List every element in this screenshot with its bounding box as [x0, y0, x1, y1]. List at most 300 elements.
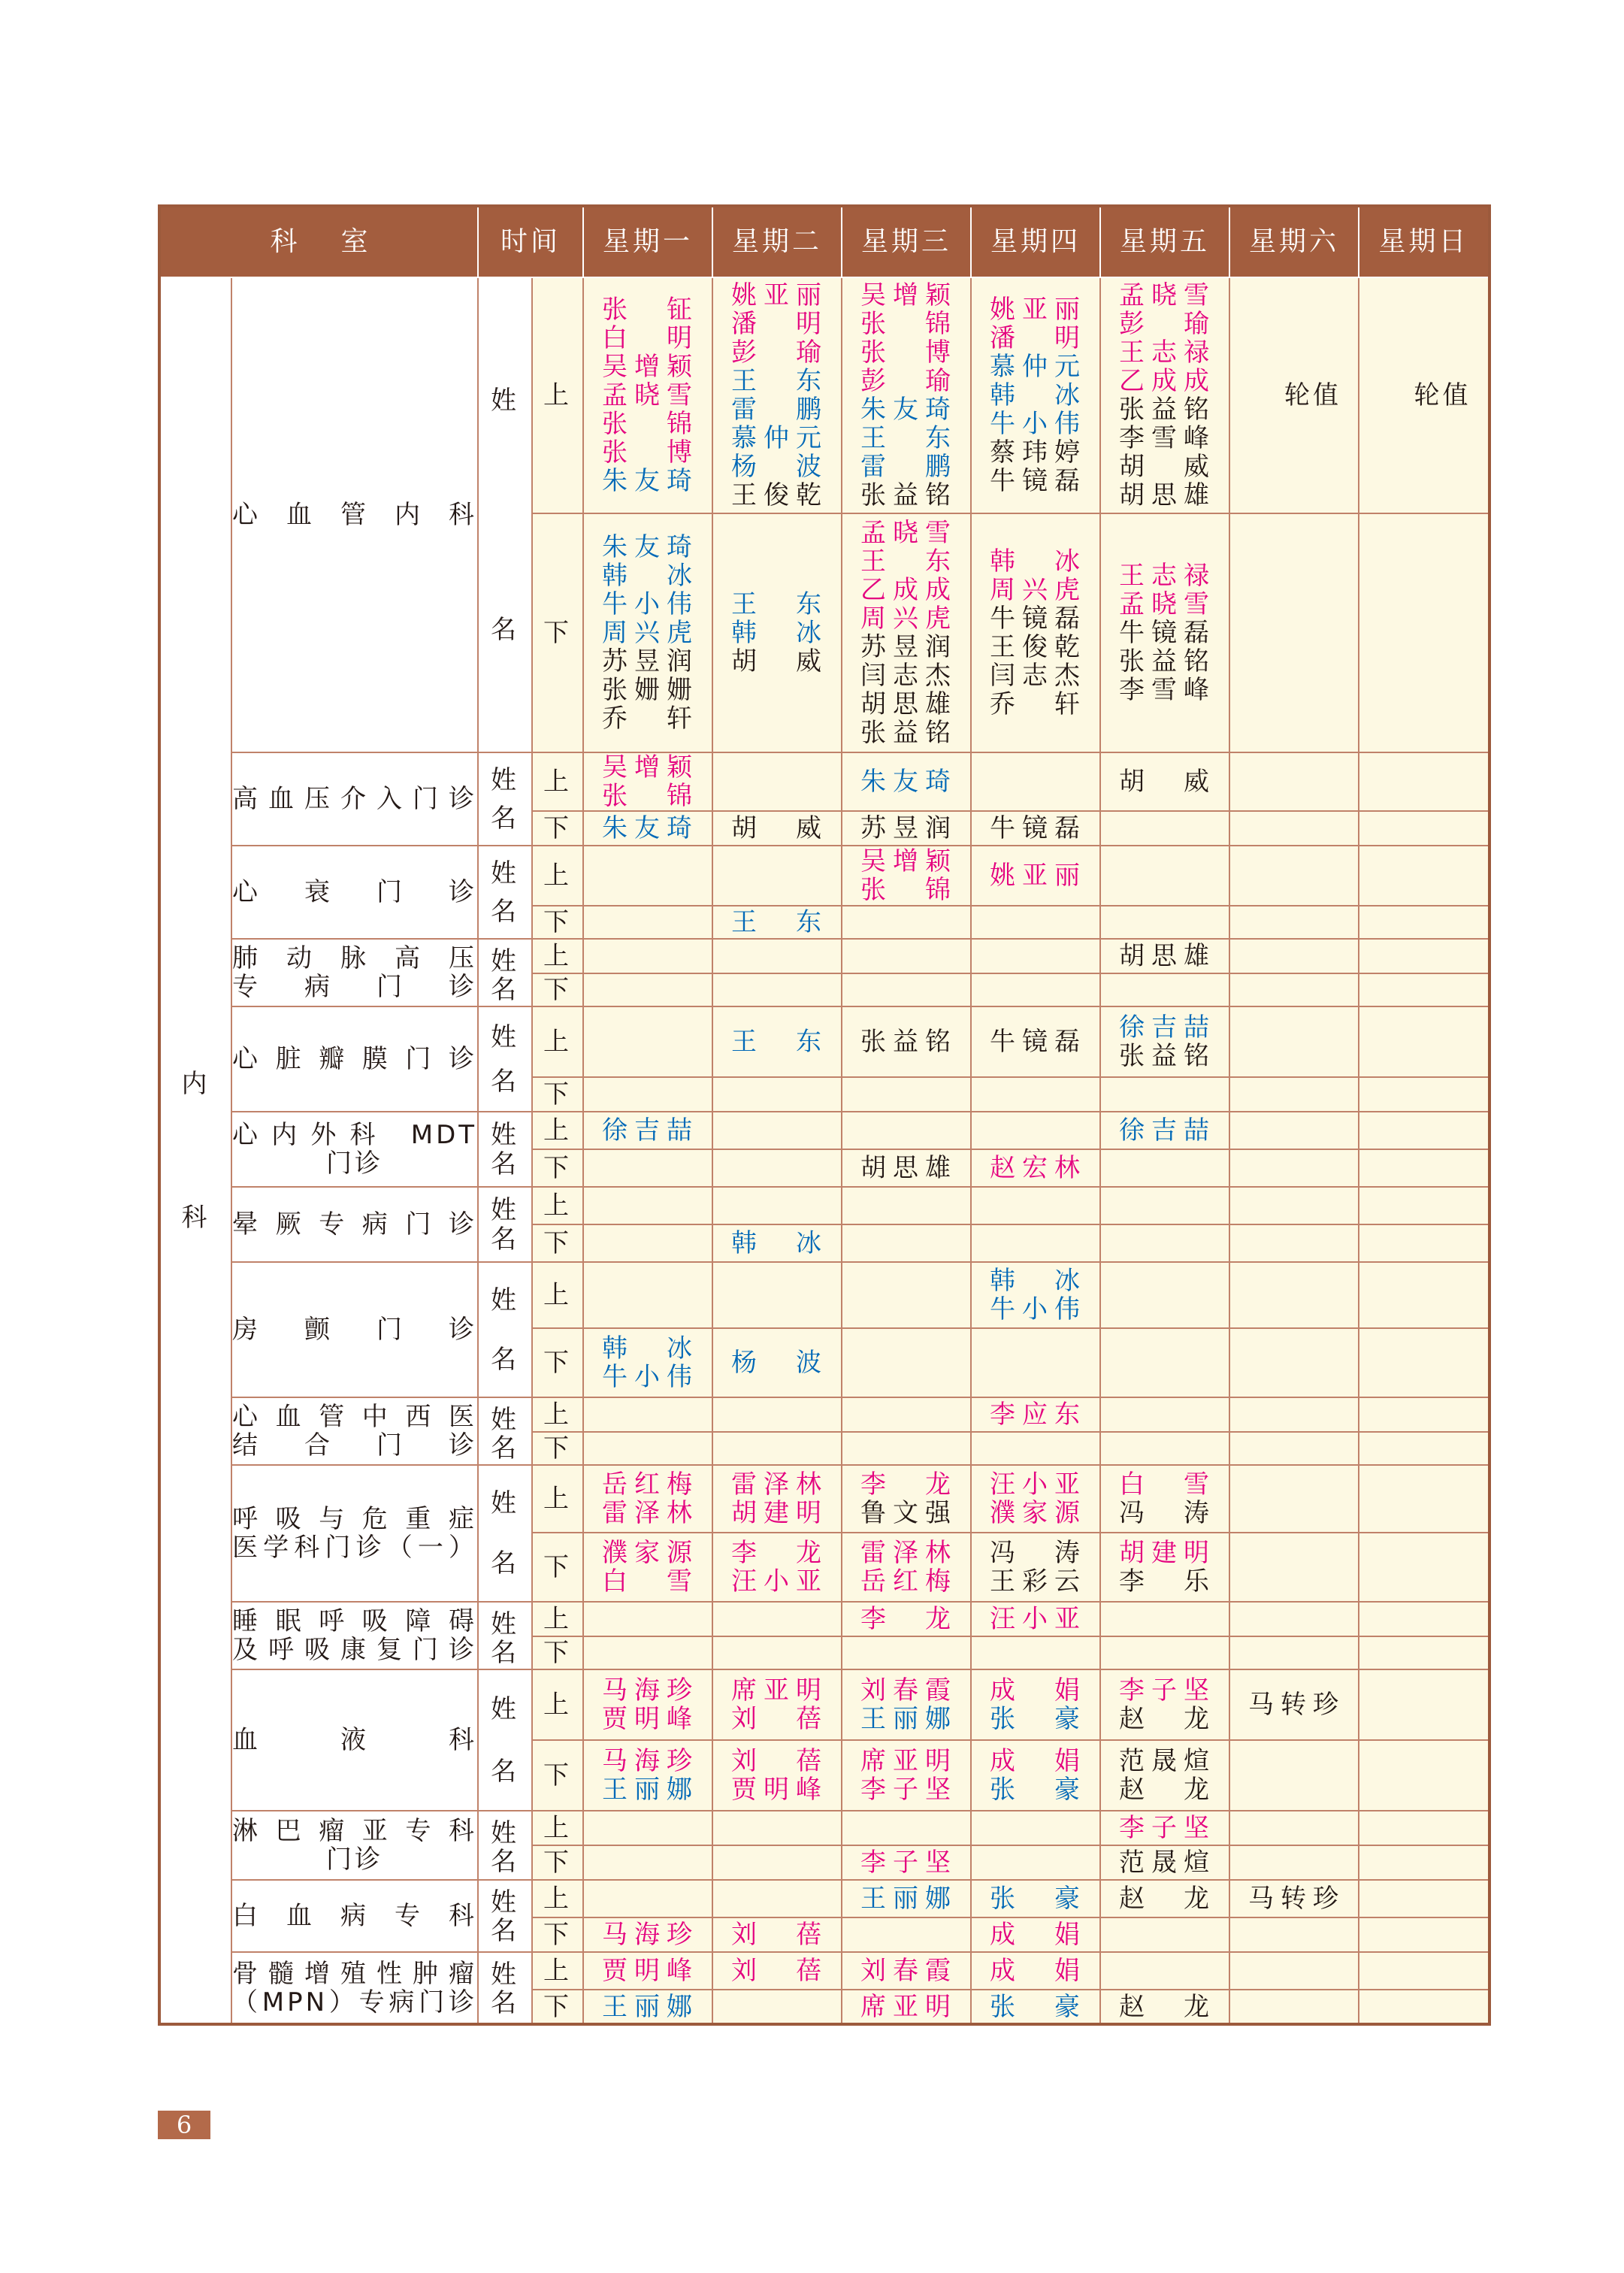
clinic-name-line: 专病门诊	[232, 972, 478, 1002]
doctor-name: 胡思雄	[860, 1153, 953, 1183]
doctor-name: 王俊乾	[731, 480, 824, 510]
schedule-cell	[1229, 1636, 1359, 1669]
doctor-name: 鲁文强	[860, 1498, 953, 1528]
doctor-list	[972, 1539, 1099, 1596]
schedule-cell	[583, 1845, 712, 1880]
schedule-cell	[842, 1636, 971, 1669]
schedule-cell	[1229, 1811, 1359, 1845]
doctor-list	[842, 1539, 970, 1596]
schedule-cell	[842, 1952, 971, 1990]
name-label-cell	[478, 1669, 532, 1811]
name-label	[479, 761, 531, 837]
name-label-cell	[478, 1952, 532, 2024]
schedule-cell	[583, 973, 712, 1006]
time-am: 上	[532, 1669, 583, 1740]
clinic-name-line: 心血管内科	[232, 500, 478, 530]
clinic-name	[231, 277, 478, 752]
schedule-cell	[1359, 906, 1489, 939]
schedule-cell	[1359, 1533, 1489, 1602]
clinic-row-am	[159, 1669, 1489, 1740]
schedule-cell	[1359, 1328, 1489, 1397]
doctor-list	[584, 1676, 712, 1733]
doctor-name: 王东	[731, 589, 824, 619]
doctor-list	[972, 1470, 1099, 1527]
time-pm: 下	[532, 1328, 583, 1397]
schedule-cell	[971, 1917, 1100, 1952]
time-pm: 下	[532, 1990, 583, 2024]
doctor-name: 张锦	[860, 309, 953, 339]
schedule-cell	[1229, 1432, 1359, 1465]
doctor-name: 王东	[731, 907, 824, 937]
doctor-name: 王彩云	[990, 1566, 1082, 1597]
schedule-cell	[1100, 1917, 1229, 1952]
doctor-name: 王东	[860, 546, 953, 577]
schedule-cell	[1229, 973, 1359, 1006]
header-day-fri: 星期五	[1100, 206, 1229, 277]
schedule-cell	[971, 1262, 1100, 1328]
doctor-name: 张豪	[990, 1704, 1082, 1734]
schedule-cell	[971, 1740, 1100, 1811]
schedule-cell	[971, 1636, 1100, 1669]
name-label-cell	[478, 1112, 532, 1187]
doctor-name: 苏昱润	[860, 632, 953, 662]
schedule-cell	[1100, 1669, 1229, 1740]
name-label-cell	[478, 1187, 532, 1262]
schedule-cell	[971, 1077, 1100, 1112]
schedule-cell	[583, 1636, 712, 1669]
time-pm: 下	[532, 1636, 583, 1669]
schedule-cell	[971, 1465, 1100, 1533]
doctor-name: 牛镜磊	[990, 813, 1082, 843]
name-label-char: 姓	[491, 1887, 520, 1917]
schedule-cell	[712, 939, 842, 973]
doctor-name: 张益铭	[860, 1027, 953, 1057]
clinic-row-am	[159, 1811, 1489, 1845]
doctor-name: 席亚明	[860, 1991, 953, 2022]
doctor-list	[842, 1676, 970, 1733]
schedule-cell	[1100, 846, 1229, 906]
doctor-list	[1101, 942, 1229, 970]
doctor-name: 闫志杰	[860, 661, 953, 691]
doctor-list	[713, 1470, 841, 1527]
schedule-cell	[842, 513, 971, 752]
name-label-char: 姓	[491, 1488, 520, 1518]
doctor-name: 李乐	[1119, 1566, 1211, 1597]
name-label-char: 名	[491, 1988, 520, 2018]
schedule-cell	[1359, 1432, 1489, 1465]
schedule-cell	[971, 752, 1100, 811]
schedule-cell	[1359, 1740, 1489, 1811]
schedule-cell	[842, 1262, 971, 1328]
name-label-char: 姓	[491, 946, 520, 976]
doctor-list	[1101, 1747, 1229, 1804]
schedule-cell	[583, 1811, 712, 1845]
schedule-cell	[1359, 1149, 1489, 1187]
doctor-name: 白雪	[602, 1566, 694, 1597]
schedule-cell	[1100, 1224, 1229, 1262]
schedule-cell	[583, 1432, 712, 1465]
schedule-cell	[1100, 513, 1229, 752]
schedule-cell	[712, 1811, 842, 1845]
time-am: 上	[532, 752, 583, 811]
schedule-cell	[1100, 1187, 1229, 1224]
doctor-name: 席亚明	[860, 1746, 953, 1776]
doctor-name: 汪小亚	[990, 1469, 1082, 1500]
doctor-name: 韩冰	[990, 380, 1082, 410]
doctor-name: 汪小亚	[731, 1566, 824, 1597]
schedule-cell	[1229, 752, 1359, 811]
doctor-name: 冯涛	[1119, 1498, 1211, 1528]
doctor-name: 赵龙	[1119, 1704, 1211, 1734]
clinic-name-line: 及呼吸康复门诊	[232, 1635, 478, 1665]
doctor-name: 张博	[602, 437, 694, 468]
doctor-name: 朱友琦	[860, 767, 953, 797]
schedule-cell	[971, 1669, 1100, 1740]
name-label	[479, 1888, 531, 1944]
doctor-name: 周兴虎	[860, 604, 953, 634]
doctor-name: 赵宏林	[990, 1153, 1082, 1183]
schedule-cell	[1229, 1224, 1359, 1262]
clinic-row-am	[159, 1187, 1489, 1224]
doctor-name: 张锦	[860, 875, 953, 905]
doctor-name: 胡威	[731, 813, 824, 843]
clinic-row-am	[159, 1952, 1489, 1990]
doctor-name: 乙成成	[860, 575, 953, 605]
doctor-list	[1230, 1690, 1358, 1719]
clinic-name-line: 淋巴瘤亚专科	[232, 1816, 478, 1846]
schedule-cell	[712, 1990, 842, 2024]
doctor-name: 濮家源	[990, 1498, 1082, 1528]
doctor-list	[972, 1267, 1099, 1324]
schedule-cell	[842, 1112, 971, 1149]
doctor-name: 马海珍	[602, 1746, 694, 1776]
rotation-cell: 轮值	[1229, 277, 1359, 513]
schedule-cell	[1359, 1917, 1489, 1952]
name-label-char: 姓	[491, 1119, 520, 1150]
schedule-cell	[842, 1740, 971, 1811]
doctor-list	[713, 1747, 841, 1804]
doctor-name: 张益铭	[860, 480, 953, 510]
schedule-cell	[712, 277, 842, 513]
schedule-cell	[971, 1952, 1100, 1990]
clinic-name-line: 门诊	[326, 1149, 383, 1179]
time-am: 上	[532, 1397, 583, 1432]
doctor-name: 彭瑜	[1119, 309, 1211, 339]
doctor-name: 贾明峰	[602, 1704, 694, 1734]
doctor-name: 王志禄	[1119, 561, 1211, 591]
doctor-name: 李雪峰	[1119, 675, 1211, 705]
schedule-cell	[1100, 1740, 1229, 1811]
schedule-cell	[583, 1952, 712, 1990]
name-label-char: 姓	[491, 764, 520, 795]
doctor-name: 韩冰	[731, 1228, 824, 1258]
doctor-list	[972, 1747, 1099, 1804]
doctor-name: 张益铭	[1119, 1041, 1211, 1071]
schedule-cell	[842, 906, 971, 939]
schedule-cell	[712, 1328, 842, 1397]
doctor-name: 周兴虎	[602, 618, 694, 648]
schedule-cell	[712, 513, 842, 752]
name-label-char: 名	[491, 1847, 520, 1877]
name-label	[479, 854, 531, 931]
doctor-name: 范晟煊	[1119, 1848, 1211, 1878]
doctor-list	[713, 590, 841, 676]
doctor-list	[972, 295, 1099, 495]
doctor-list	[972, 1920, 1099, 1949]
schedule-cell	[1100, 1149, 1229, 1187]
doctor-list	[713, 1676, 841, 1733]
clinic-name-line: 白血病专科	[232, 1901, 478, 1931]
doctor-name: 雷泽林	[602, 1498, 694, 1528]
doctor-list	[842, 814, 970, 843]
doctor-list	[584, 533, 712, 733]
header-row	[159, 206, 1489, 277]
doctor-list	[1101, 561, 1229, 704]
name-label-cell	[478, 1465, 532, 1602]
doctor-name: 张益铭	[1119, 395, 1211, 425]
name-label-cell	[478, 1880, 532, 1952]
name-label	[479, 1195, 531, 1254]
schedule-cell	[712, 1006, 842, 1077]
doctor-name: 朱友琦	[602, 813, 694, 843]
schedule-cell	[1229, 1149, 1359, 1187]
doctor-name: 朱友琦	[602, 532, 694, 562]
clinic-row-am	[159, 1397, 1489, 1432]
schedule-cell	[1359, 1845, 1489, 1880]
schedule-cell	[1229, 1328, 1359, 1397]
clinic-name	[231, 1669, 478, 1811]
doctor-name: 牛镜磊	[990, 466, 1082, 496]
schedule-cell	[712, 1149, 842, 1187]
schedule-cell	[842, 1432, 971, 1465]
schedule-cell	[712, 1432, 842, 1465]
doctor-name: 姚亚丽	[990, 295, 1082, 325]
schedule-cell	[842, 1006, 971, 1077]
header-day-thu: 星期四	[971, 206, 1100, 277]
name-label-char: 姓	[491, 385, 520, 416]
doctor-list	[842, 847, 970, 904]
doctor-name: 苏昱润	[860, 813, 953, 843]
schedule-cell	[583, 1990, 712, 2024]
schedule-cell	[1100, 1533, 1229, 1602]
time-pm: 下	[532, 811, 583, 846]
schedule-cell	[842, 1602, 971, 1636]
schedule-cell	[583, 1149, 712, 1187]
doctor-name: 刘春霞	[860, 1956, 953, 1986]
schedule-cell	[712, 1397, 842, 1432]
doctor-name: 胡建明	[731, 1498, 824, 1528]
doctor-list	[972, 1884, 1099, 1913]
schedule-cell	[1359, 1397, 1489, 1432]
doctor-list	[972, 1154, 1099, 1182]
doctor-list	[584, 1470, 712, 1527]
doctor-name: 岳红梅	[860, 1566, 953, 1597]
doctor-name: 贾明峰	[602, 1956, 694, 1986]
doctor-name: 李子坚	[860, 1848, 953, 1878]
doctor-list	[1101, 767, 1229, 796]
time-am: 上	[532, 277, 583, 513]
schedule-cell	[712, 1669, 842, 1740]
doctor-list	[584, 1334, 712, 1391]
doctor-name: 胡威	[1119, 767, 1211, 797]
clinic-name	[231, 1880, 478, 1952]
doctor-name: 胡思雄	[1119, 480, 1211, 510]
clinic-name-line: 心内外科 MDT	[232, 1120, 478, 1150]
clinic-name-line: 心血管中西医	[232, 1402, 478, 1432]
schedule-cell	[1100, 1990, 1229, 2024]
doctor-name: 赵龙	[1119, 1884, 1211, 1914]
name-label-cell	[478, 939, 532, 1006]
doctor-name: 马转珍	[1248, 1884, 1341, 1914]
schedule-cell	[583, 1465, 712, 1533]
time-am: 上	[532, 1006, 583, 1077]
doctor-name: 刘春霞	[860, 1675, 953, 1706]
doctor-name: 吴增颖	[860, 846, 953, 876]
name-label	[479, 946, 531, 1005]
schedule-cell	[971, 1880, 1100, 1917]
schedule-cell	[583, 752, 712, 811]
doctor-list	[1101, 281, 1229, 510]
clinic-name-line: 心衰门诊	[232, 877, 478, 907]
schedule-cell	[583, 1397, 712, 1432]
schedule-cell	[712, 1187, 842, 1224]
doctor-list	[584, 295, 712, 495]
clinic-name	[231, 939, 478, 1006]
name-label-cell	[478, 277, 532, 752]
doctor-name: 王东	[731, 366, 824, 396]
name-label-char: 名	[491, 896, 520, 927]
schedule-cell	[1359, 1811, 1489, 1845]
doctor-name: 马转珍	[1248, 1690, 1341, 1720]
doctor-name: 成娟	[990, 1956, 1082, 1986]
doctor-list	[972, 547, 1099, 719]
doctor-name: 潘明	[990, 323, 1082, 353]
doctor-name: 李子坚	[860, 1775, 953, 1805]
doctor-name: 雷泽林	[731, 1469, 824, 1500]
doctor-name: 王丽娜	[602, 1775, 694, 1805]
doctor-list	[713, 1348, 841, 1377]
schedule-cell	[583, 1006, 712, 1077]
name-label-char: 姓	[491, 1194, 520, 1225]
doctor-name: 刘蓓	[731, 1956, 824, 1986]
schedule-cell	[712, 1845, 842, 1880]
doctor-name: 慕仲元	[990, 352, 1082, 382]
doctor-name: 胡建明	[1119, 1538, 1211, 1568]
schedule-cell	[1359, 1465, 1489, 1533]
name-label	[479, 1405, 531, 1463]
time-pm: 下	[532, 1149, 583, 1187]
schedule-cell	[1229, 1533, 1359, 1602]
doctor-name: 王俊乾	[990, 632, 1082, 662]
schedule-cell	[971, 1533, 1100, 1602]
schedule-cell	[1229, 846, 1359, 906]
schedule-cell	[1359, 1262, 1489, 1328]
schedule-cell	[1100, 906, 1229, 939]
doctor-list	[972, 861, 1099, 890]
name-label	[479, 1270, 531, 1389]
schedule-cell	[583, 1880, 712, 1917]
schedule-cell	[712, 1077, 842, 1112]
doctor-name: 彭瑜	[860, 366, 953, 396]
name-label-char: 姓	[491, 1818, 520, 1848]
schedule-cell	[842, 1328, 971, 1397]
doctor-list	[713, 1957, 841, 1985]
doctor-name: 孟晓雪	[1119, 589, 1211, 619]
doctor-name: 胡威	[1119, 452, 1211, 482]
schedule-cell	[842, 1187, 971, 1224]
schedule-cell	[1229, 1917, 1359, 1952]
schedule-cell	[583, 1224, 712, 1262]
schedule-cell	[1100, 752, 1229, 811]
doctor-name: 朱友琦	[860, 395, 953, 425]
doctor-name: 赵龙	[1119, 1991, 1211, 2022]
name-label-char: 名	[491, 1548, 520, 1578]
time-pm: 下	[532, 1533, 583, 1602]
doctor-list	[842, 1957, 970, 1985]
schedule-cell	[1100, 973, 1229, 1006]
schedule-cell	[1100, 811, 1229, 846]
schedule-cell	[842, 1880, 971, 1917]
name-label	[479, 1609, 531, 1668]
clinic-row-am	[159, 846, 1489, 906]
time-am: 上	[532, 1262, 583, 1328]
schedule-cell	[1229, 1952, 1359, 1990]
header-day-wed: 星期三	[842, 206, 971, 277]
time-pm: 下	[532, 1077, 583, 1112]
header-day-tue: 星期二	[712, 206, 842, 277]
doctor-name: 吴增颖	[602, 752, 694, 782]
clinic-name-line: 骨髓增殖性肿瘤	[232, 1958, 478, 1989]
name-label-char: 名	[491, 1066, 520, 1097]
schedule-cell	[1100, 1952, 1229, 1990]
name-label-char: 名	[491, 1916, 520, 1946]
time-am: 上	[532, 1880, 583, 1917]
time-am: 上	[532, 939, 583, 973]
schedule-cell	[583, 277, 712, 513]
schedule-cell	[1100, 1465, 1229, 1533]
schedule-cell	[1229, 1077, 1359, 1112]
schedule-cell	[583, 1077, 712, 1112]
doctor-list	[842, 1470, 970, 1527]
name-label-cell	[478, 1006, 532, 1112]
schedule-cell	[842, 1917, 971, 1952]
doctor-list	[1101, 1993, 1229, 2021]
schedule-cell	[712, 973, 842, 1006]
doctor-list	[584, 1747, 712, 1804]
schedule-cell	[712, 1740, 842, 1811]
doctor-name: 李龙	[860, 1604, 953, 1634]
time-pm: 下	[532, 1432, 583, 1465]
clinic-row-am	[159, 1006, 1489, 1077]
time-am: 上	[532, 1602, 583, 1636]
schedule-cell	[1359, 1077, 1489, 1112]
doctor-list	[713, 1028, 841, 1056]
doctor-name: 李应东	[990, 1400, 1082, 1430]
time-am: 上	[532, 1112, 583, 1149]
clinic-name	[231, 1006, 478, 1112]
schedule-cell	[1100, 1112, 1229, 1149]
time-pm: 下	[532, 513, 583, 752]
clinic-name-line: 晕厥专病门诊	[232, 1209, 478, 1239]
name-label	[479, 1473, 531, 1594]
doctor-list	[713, 1920, 841, 1949]
schedule-cell	[971, 1845, 1100, 1880]
schedule-cell	[712, 1602, 842, 1636]
name-label	[479, 1015, 531, 1103]
doctor-name: 王志禄	[1119, 337, 1211, 368]
department-label	[161, 1017, 231, 1285]
schedule-body	[159, 277, 1489, 2024]
